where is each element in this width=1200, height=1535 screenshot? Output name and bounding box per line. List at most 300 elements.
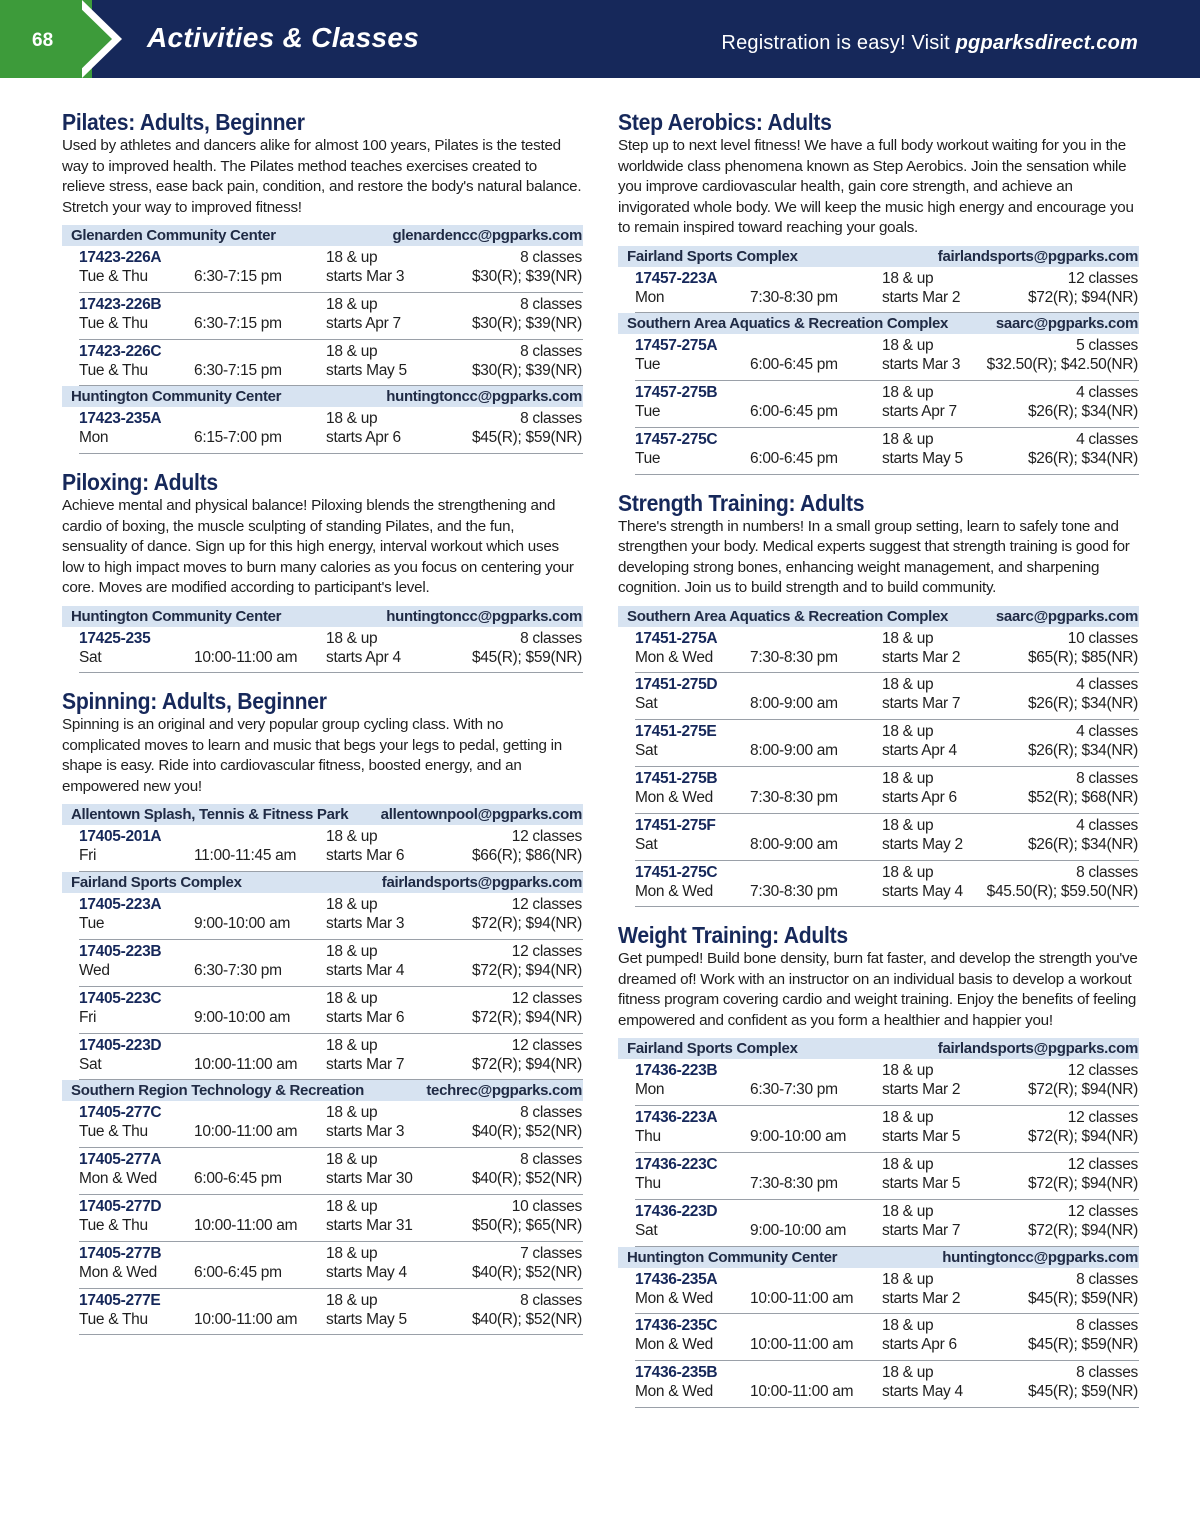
- class-time: 6:30-7:30 pm: [750, 1081, 838, 1099]
- right-column: [618, 108, 1139, 1422]
- class-age: 18 & up: [882, 1062, 934, 1080]
- class-price: $72(R); $94(NR): [471, 962, 582, 980]
- class-start: starts Mar 2: [882, 1081, 961, 1099]
- class-row-line-2: [635, 356, 1139, 376]
- class-row-line-1: [79, 943, 583, 963]
- class-age: 18 & up: [882, 676, 934, 694]
- class-row: [635, 1314, 1139, 1361]
- class-row-line-1: [79, 990, 583, 1010]
- class-time: 6:30-7:15 pm: [194, 314, 282, 332]
- class-row-line-2: [635, 403, 1139, 423]
- class-price: $72(R); $94(NR): [471, 1008, 582, 1026]
- class-price: $72(R); $94(NR): [1027, 1081, 1138, 1099]
- class-age: 18 & up: [326, 1151, 378, 1169]
- location-name: Huntington Community Center: [71, 388, 282, 406]
- class-count: 12 classes: [511, 989, 582, 1007]
- class-row-line-2: [79, 429, 583, 449]
- class-start: starts Mar 7: [326, 1055, 405, 1073]
- class-count: 7 classes: [520, 1244, 582, 1262]
- class-count: 8 classes: [520, 249, 582, 266]
- class-row-line-2: [635, 695, 1139, 715]
- class-time: 10:00-11:00 am: [194, 1055, 298, 1073]
- class-days: Tue & Thu: [79, 314, 148, 332]
- class-row: [79, 987, 583, 1034]
- class-days: Tue & Thu: [79, 361, 148, 379]
- activity-title: Spinning: Adults, Beginner: [62, 688, 327, 715]
- registration-link[interactable]: pgparksdirect.com: [955, 32, 1138, 54]
- class-count: 12 classes: [511, 828, 582, 846]
- class-row-line-1: [635, 1271, 1139, 1291]
- class-row: [635, 1106, 1139, 1153]
- class-time: 10:00-11:00 am: [194, 1123, 298, 1141]
- class-row-line-1: [79, 1198, 583, 1218]
- class-days: Mon & Wed: [635, 1289, 713, 1307]
- class-count: 10 classes: [511, 1198, 582, 1216]
- class-row-line-1: [79, 296, 583, 316]
- class-code: 17436-235C: [635, 1317, 718, 1335]
- location-header: [618, 606, 1139, 627]
- class-start: starts Mar 2: [882, 648, 961, 666]
- class-count: 4 classes: [1076, 676, 1138, 694]
- class-days: Mon: [635, 288, 665, 306]
- class-row: [635, 1200, 1139, 1247]
- location-name: Southern Region Technology & Recreation: [71, 1082, 365, 1100]
- location-name: Fairland Sports Complex: [71, 874, 242, 892]
- class-row-line-2: [635, 1383, 1139, 1403]
- location-email-link[interactable]: glenardencc@pgparks.com: [392, 227, 582, 244]
- location-email-link[interactable]: allentownpool@pgparks.com: [380, 806, 582, 824]
- class-price: $30(R); $39(NR): [471, 268, 582, 285]
- class-count: 8 classes: [1076, 1317, 1138, 1335]
- class-code: 17436-223C: [635, 1156, 718, 1174]
- class-count: 8 classes: [520, 342, 582, 360]
- class-days: Sat: [79, 1055, 102, 1073]
- class-days: Mon: [79, 429, 109, 447]
- class-start: starts Apr 4: [882, 742, 957, 760]
- class-start: starts Apr 6: [882, 789, 957, 807]
- class-days: Tue: [635, 403, 661, 421]
- class-row-line-1: [635, 270, 1139, 290]
- class-price: $30(R); $39(NR): [471, 314, 582, 332]
- class-code: 17405-223D: [79, 1036, 162, 1054]
- class-days: Mon & Wed: [635, 1336, 713, 1354]
- class-count: 8 classes: [520, 295, 582, 313]
- class-row: [635, 673, 1139, 720]
- class-days: Mon: [635, 1081, 665, 1099]
- class-start: starts Mar 3: [326, 268, 405, 285]
- class-row-line-1: [635, 384, 1139, 404]
- class-row: [79, 293, 583, 340]
- class-row-line-2: [635, 1222, 1139, 1242]
- class-time: 6:00-6:45 pm: [750, 356, 838, 374]
- class-price: $32.50(R); $42.50(NR): [986, 356, 1138, 374]
- class-row: [79, 407, 583, 454]
- class-code: 17457-275A: [635, 337, 718, 355]
- class-days: Sat: [635, 835, 658, 853]
- class-time: 9:00-10:00 am: [750, 1221, 847, 1239]
- class-code: 17457-223A: [635, 269, 718, 287]
- class-time: 6:30-7:30 pm: [194, 962, 282, 980]
- class-price: $26(R); $34(NR): [1027, 403, 1138, 421]
- class-days: Sat: [635, 742, 658, 760]
- class-price: $45(R); $59(NR): [471, 429, 582, 447]
- location-email-link[interactable]: fairlandsports@pgparks.com: [381, 874, 582, 892]
- class-row: [635, 381, 1139, 428]
- class-age: 18 & up: [326, 295, 378, 313]
- class-start: starts Mar 3: [882, 356, 961, 374]
- class-price: $26(R); $34(NR): [1027, 695, 1138, 713]
- class-price: $26(R); $34(NR): [1027, 835, 1138, 853]
- class-time: 6:00-6:45 pm: [194, 1170, 282, 1188]
- class-start: starts Mar 6: [326, 847, 405, 865]
- class-row-line-1: [635, 817, 1139, 837]
- location-name: Southern Area Aquatics & Recreation Complex: [627, 315, 949, 333]
- left-column: [62, 108, 583, 1349]
- class-row-line-1: [635, 723, 1139, 743]
- class-price: $72(R); $94(NR): [471, 915, 582, 933]
- class-row-line-1: [79, 249, 583, 269]
- class-price: $66(R); $86(NR): [471, 847, 582, 865]
- location-email-link[interactable]: huntingtoncc@pgparks.com: [386, 388, 582, 406]
- class-days: Fri: [79, 847, 97, 865]
- class-row-line-1: [79, 410, 583, 430]
- class-age: 18 & up: [882, 770, 934, 788]
- class-count: 12 classes: [511, 1036, 582, 1054]
- class-row: [635, 861, 1139, 908]
- class-age: 18 & up: [326, 1104, 378, 1122]
- class-count: 10 classes: [1067, 629, 1138, 647]
- location-name: Allentown Splash, Tennis & Fitness Park: [71, 806, 349, 824]
- class-price: $40(R); $52(NR): [471, 1123, 582, 1141]
- class-days: Mon & Wed: [635, 648, 713, 666]
- class-row-line-2: [79, 962, 583, 982]
- class-count: 8 classes: [1076, 1270, 1138, 1288]
- class-code: 17423-226A: [79, 249, 162, 266]
- class-start: starts Apr 7: [326, 314, 401, 332]
- class-code: 17405-223A: [79, 896, 162, 914]
- location-email-link[interactable]: saarc@pgparks.com: [995, 607, 1138, 625]
- class-row: [635, 267, 1139, 314]
- location-name: Southern Area Aquatics & Recreation Complex: [627, 607, 949, 625]
- class-row-line-2: [79, 847, 583, 867]
- class-age: 18 & up: [882, 1364, 934, 1382]
- class-count: 8 classes: [1076, 770, 1138, 788]
- class-row: [635, 1153, 1139, 1200]
- activity-section: [618, 921, 1139, 1408]
- class-days: Tue & Thu: [79, 1123, 148, 1141]
- class-price: $45.50(R); $59.50(NR): [986, 882, 1138, 900]
- class-time: 10:00-11:00 am: [750, 1383, 854, 1401]
- class-age: 18 & up: [326, 1198, 378, 1216]
- class-age: 18 & up: [882, 863, 934, 881]
- class-days: Tue: [635, 356, 661, 374]
- class-time: 8:00-9:00 am: [750, 742, 838, 760]
- class-code: 17405-277C: [79, 1104, 162, 1122]
- activity-section: [62, 108, 583, 454]
- class-start: starts Mar 7: [882, 1221, 961, 1239]
- class-time: 10:00-11:00 am: [194, 1310, 298, 1328]
- class-row: [79, 246, 583, 293]
- class-age: 18 & up: [326, 1291, 378, 1309]
- class-row-line-1: [635, 770, 1139, 790]
- class-price: $45(R); $59(NR): [1027, 1289, 1138, 1307]
- class-row: [635, 767, 1139, 814]
- class-start: starts Mar 2: [882, 288, 961, 306]
- location-header: [618, 1247, 1139, 1268]
- class-row: [635, 1361, 1139, 1408]
- activity-description: Used by athletes and dancers alike for almost 100 years, Pilates is the tested way to improved health. The Pilates method teaches exercises created to relieve stress, ease back pain, condition, and restore the body's natural balance. Stretch your way to improved fitness!: [62, 137, 582, 216]
- class-count: 12 classes: [1067, 269, 1138, 287]
- class-start: starts Apr 6: [882, 1336, 957, 1354]
- class-time: 7:30-8:30 pm: [750, 648, 838, 666]
- class-price: $52(R); $68(NR): [1027, 789, 1138, 807]
- class-row-line-1: [635, 1317, 1139, 1337]
- class-start: starts Apr 6: [326, 429, 401, 447]
- registration-banner: [721, 32, 1138, 55]
- class-time: 6:30-7:15 pm: [194, 361, 282, 379]
- class-code: 17436-235A: [635, 1270, 718, 1288]
- class-time: 7:30-8:30 pm: [750, 882, 838, 900]
- class-time: 6:00-6:45 pm: [750, 403, 838, 421]
- location-header: [62, 606, 583, 627]
- class-count: 8 classes: [520, 1291, 582, 1309]
- location-header: [62, 804, 583, 825]
- class-age: 18 & up: [882, 337, 934, 355]
- class-start: starts May 5: [882, 449, 963, 467]
- activity-description: There's strength in numbers! In a small group setting, learn to safely tone and strengthen your body. Medical experts suggest that strength training is good for developing strong bones, enhancing weight management, and sharpening cognition. Join us to build strength and to build community.: [618, 517, 1130, 597]
- class-row-line-2: [635, 742, 1139, 762]
- class-row-line-2: [79, 268, 583, 288]
- class-start: starts Mar 5: [882, 1175, 961, 1193]
- activity-title: Strength Training: Adults: [618, 489, 865, 516]
- class-price: $72(R); $94(NR): [1027, 1221, 1138, 1239]
- class-row: [635, 1268, 1139, 1315]
- class-days: Sat: [635, 1221, 658, 1239]
- class-start: starts Apr 7: [882, 403, 957, 421]
- class-code: 17436-235B: [635, 1364, 718, 1382]
- class-count: 4 classes: [1076, 430, 1138, 448]
- activity-section: [62, 468, 583, 673]
- class-row: [79, 825, 583, 872]
- class-code: 17405-201A: [79, 828, 162, 846]
- class-age: 18 & up: [882, 1156, 934, 1174]
- class-row: [79, 340, 583, 387]
- class-row-line-2: [79, 1217, 583, 1237]
- class-code: 17451-275C: [635, 863, 718, 881]
- class-row: [635, 814, 1139, 861]
- activity-description: Step up to next level fitness! We have a full body workout waiting for you in the worldwide class phenomena known as Step Aerobics. Join the sensation while you improve cardiovascular health, gain core strength, and achieve an invigorated whole body. We will keep the music high energy and encourage you to remain inspired toward reaching your goals.: [618, 137, 1134, 236]
- class-days: Wed: [79, 962, 110, 980]
- activity-section: [618, 108, 1139, 475]
- class-days: Sat: [635, 695, 658, 713]
- location-header: [62, 872, 583, 893]
- class-row-line-1: [635, 864, 1139, 884]
- class-time: 10:00-11:00 am: [750, 1289, 854, 1307]
- location-name: Fairland Sports Complex: [627, 1040, 798, 1058]
- class-age: 18 & up: [326, 896, 378, 914]
- class-age: 18 & up: [882, 384, 934, 402]
- class-row: [635, 334, 1139, 381]
- class-days: Mon & Wed: [635, 882, 713, 900]
- class-count: 12 classes: [1067, 1109, 1138, 1127]
- class-time: 10:00-11:00 am: [750, 1336, 854, 1354]
- class-time: 6:00-6:45 pm: [750, 449, 838, 467]
- class-price: $40(R); $52(NR): [471, 1310, 582, 1328]
- location-name: Huntington Community Center: [627, 1248, 838, 1266]
- class-code: 17457-275C: [635, 430, 718, 448]
- class-start: starts May 4: [326, 1263, 407, 1281]
- location-name: Huntington Community Center: [71, 607, 282, 625]
- class-row-line-2: [635, 649, 1139, 669]
- class-row-line-2: [635, 836, 1139, 856]
- class-age: 18 & up: [882, 629, 934, 647]
- class-days: Sat: [79, 648, 102, 666]
- class-start: starts May 4: [882, 1383, 963, 1401]
- class-price: $72(R); $94(NR): [1027, 1175, 1138, 1193]
- location-header: [618, 313, 1139, 334]
- class-row-line-1: [635, 431, 1139, 451]
- class-days: Tue: [635, 449, 661, 467]
- class-row-line-1: [635, 1109, 1139, 1129]
- activity-description: Achieve mental and physical balance! Piloxing blends the strengthening and cardio of boxing, the muscle sculpting of standing Pilates, and the fun, sensuality of dance. Sign up for this high energy, interval workout which uses low to high impact moves to burn many calories as you focus on centering your core. Moves are modified according to participant's level.: [62, 497, 574, 597]
- page-header: [0, 0, 1200, 78]
- class-time: 10:00-11:00 am: [194, 1217, 298, 1235]
- class-code: 17405-223C: [79, 989, 162, 1007]
- class-time: 10:00-11:00 am: [194, 648, 298, 666]
- class-start: starts May 4: [882, 882, 963, 900]
- class-row-line-1: [79, 1292, 583, 1312]
- class-code: 17451-275E: [635, 723, 717, 741]
- class-price: $65(R); $85(NR): [1027, 648, 1138, 666]
- class-time: 9:00-10:00 am: [194, 1008, 291, 1026]
- activity-title: Pilates: Adults, Beginner: [62, 109, 305, 135]
- class-days: Mon & Wed: [79, 1170, 157, 1188]
- class-days: Thu: [635, 1175, 661, 1193]
- location-header: [618, 246, 1139, 267]
- class-price: $45(R); $59(NR): [471, 648, 582, 666]
- class-row-line-1: [79, 828, 583, 848]
- page-number: 68: [32, 30, 54, 51]
- class-age: 18 & up: [882, 430, 934, 448]
- class-count: 8 classes: [1076, 1364, 1138, 1382]
- class-code: 17436-223D: [635, 1202, 718, 1220]
- class-row-line-2: [635, 1175, 1139, 1195]
- class-start: starts Mar 6: [326, 1008, 405, 1026]
- location-email-link[interactable]: techrec@pgparks.com: [426, 1082, 582, 1100]
- class-row: [79, 1242, 583, 1289]
- registration-text: Registration is easy! Visit: [721, 32, 956, 54]
- class-age: 18 & up: [326, 943, 378, 961]
- class-code: 17451-275F: [635, 816, 716, 834]
- location-email-link[interactable]: saarc@pgparks.com: [995, 315, 1138, 333]
- class-days: Thu: [635, 1128, 661, 1146]
- activity-description: Spinning is an original and very popular group cycling class. With no complicated moves to learn and music that begs your legs to pedal, getting in shape is easy. Ride into cardiovascular fitness, boosted energy, and an empowered new you!: [62, 716, 562, 795]
- class-days: Fri: [79, 1008, 97, 1026]
- class-row-line-1: [79, 1151, 583, 1171]
- class-start: starts Mar 3: [326, 1123, 405, 1141]
- location-email-link[interactable]: huntingtoncc@pgparks.com: [386, 607, 582, 625]
- class-count: 4 classes: [1076, 816, 1138, 834]
- location-email-link[interactable]: fairlandsports@pgparks.com: [937, 1040, 1138, 1058]
- class-count: 8 classes: [520, 629, 582, 647]
- class-row-line-2: [79, 649, 583, 669]
- class-row-line-2: [635, 450, 1139, 470]
- location-email-link[interactable]: fairlandsports@pgparks.com: [937, 247, 1138, 265]
- class-count: 4 classes: [1076, 723, 1138, 741]
- section-title: Activities & Classes: [147, 22, 420, 53]
- class-days: Mon & Wed: [635, 789, 713, 807]
- class-row-line-2: [635, 289, 1139, 309]
- class-age: 18 & up: [882, 723, 934, 741]
- class-code: 17425-235: [79, 629, 151, 647]
- class-row-line-1: [635, 1156, 1139, 1176]
- class-start: starts Mar 7: [882, 695, 961, 713]
- class-price: $72(R); $94(NR): [1027, 1128, 1138, 1146]
- class-start: starts May 5: [326, 361, 407, 379]
- class-row: [79, 1195, 583, 1242]
- class-count: 12 classes: [511, 943, 582, 961]
- class-count: 12 classes: [1067, 1202, 1138, 1220]
- class-row: [79, 1034, 583, 1081]
- class-time: 6:00-6:45 pm: [194, 1263, 282, 1281]
- class-time: 9:00-10:00 am: [194, 915, 291, 933]
- class-row: [79, 1289, 583, 1336]
- class-code: 17405-277A: [79, 1151, 162, 1169]
- class-time: 8:00-9:00 am: [750, 835, 838, 853]
- class-row-line-1: [79, 630, 583, 650]
- class-price: $40(R); $52(NR): [471, 1263, 582, 1281]
- class-row-line-1: [79, 1037, 583, 1057]
- class-age: 18 & up: [326, 629, 378, 647]
- class-count: 8 classes: [520, 410, 582, 428]
- class-age: 18 & up: [882, 1202, 934, 1220]
- class-start: starts Mar 5: [882, 1128, 961, 1146]
- class-price: $26(R); $34(NR): [1027, 449, 1138, 467]
- class-code: 17457-275B: [635, 384, 718, 402]
- class-start: starts Mar 31: [326, 1217, 413, 1235]
- class-row: [79, 1148, 583, 1195]
- class-row-line-1: [635, 676, 1139, 696]
- class-time: 11:00-11:45 am: [194, 847, 297, 865]
- class-start: starts Mar 3: [326, 915, 405, 933]
- class-age: 18 & up: [882, 1270, 934, 1288]
- class-row-line-1: [79, 1104, 583, 1124]
- class-row-line-2: [635, 1336, 1139, 1356]
- class-age: 18 & up: [326, 828, 378, 846]
- class-time: 7:30-8:30 pm: [750, 1175, 838, 1193]
- class-age: 18 & up: [326, 249, 378, 266]
- class-row-line-2: [635, 789, 1139, 809]
- class-row-line-2: [635, 1081, 1139, 1101]
- class-code: 17436-223B: [635, 1062, 718, 1080]
- activity-section: [62, 687, 583, 1335]
- activity-section: [618, 489, 1139, 908]
- class-code: 17423-235A: [79, 410, 162, 428]
- class-row-line-2: [79, 315, 583, 335]
- class-time: 7:30-8:30 pm: [750, 288, 838, 306]
- class-count: 12 classes: [511, 896, 582, 914]
- class-age: 18 & up: [882, 816, 934, 834]
- class-code: 17405-277E: [79, 1291, 161, 1309]
- class-row-line-1: [79, 896, 583, 916]
- class-age: 18 & up: [326, 410, 378, 428]
- class-price: $40(R); $52(NR): [471, 1170, 582, 1188]
- class-row-line-2: [79, 915, 583, 935]
- location-email-link[interactable]: huntingtoncc@pgparks.com: [942, 1248, 1138, 1266]
- class-count: 4 classes: [1076, 384, 1138, 402]
- class-code: 17451-275A: [635, 629, 718, 647]
- class-row-line-1: [635, 630, 1139, 650]
